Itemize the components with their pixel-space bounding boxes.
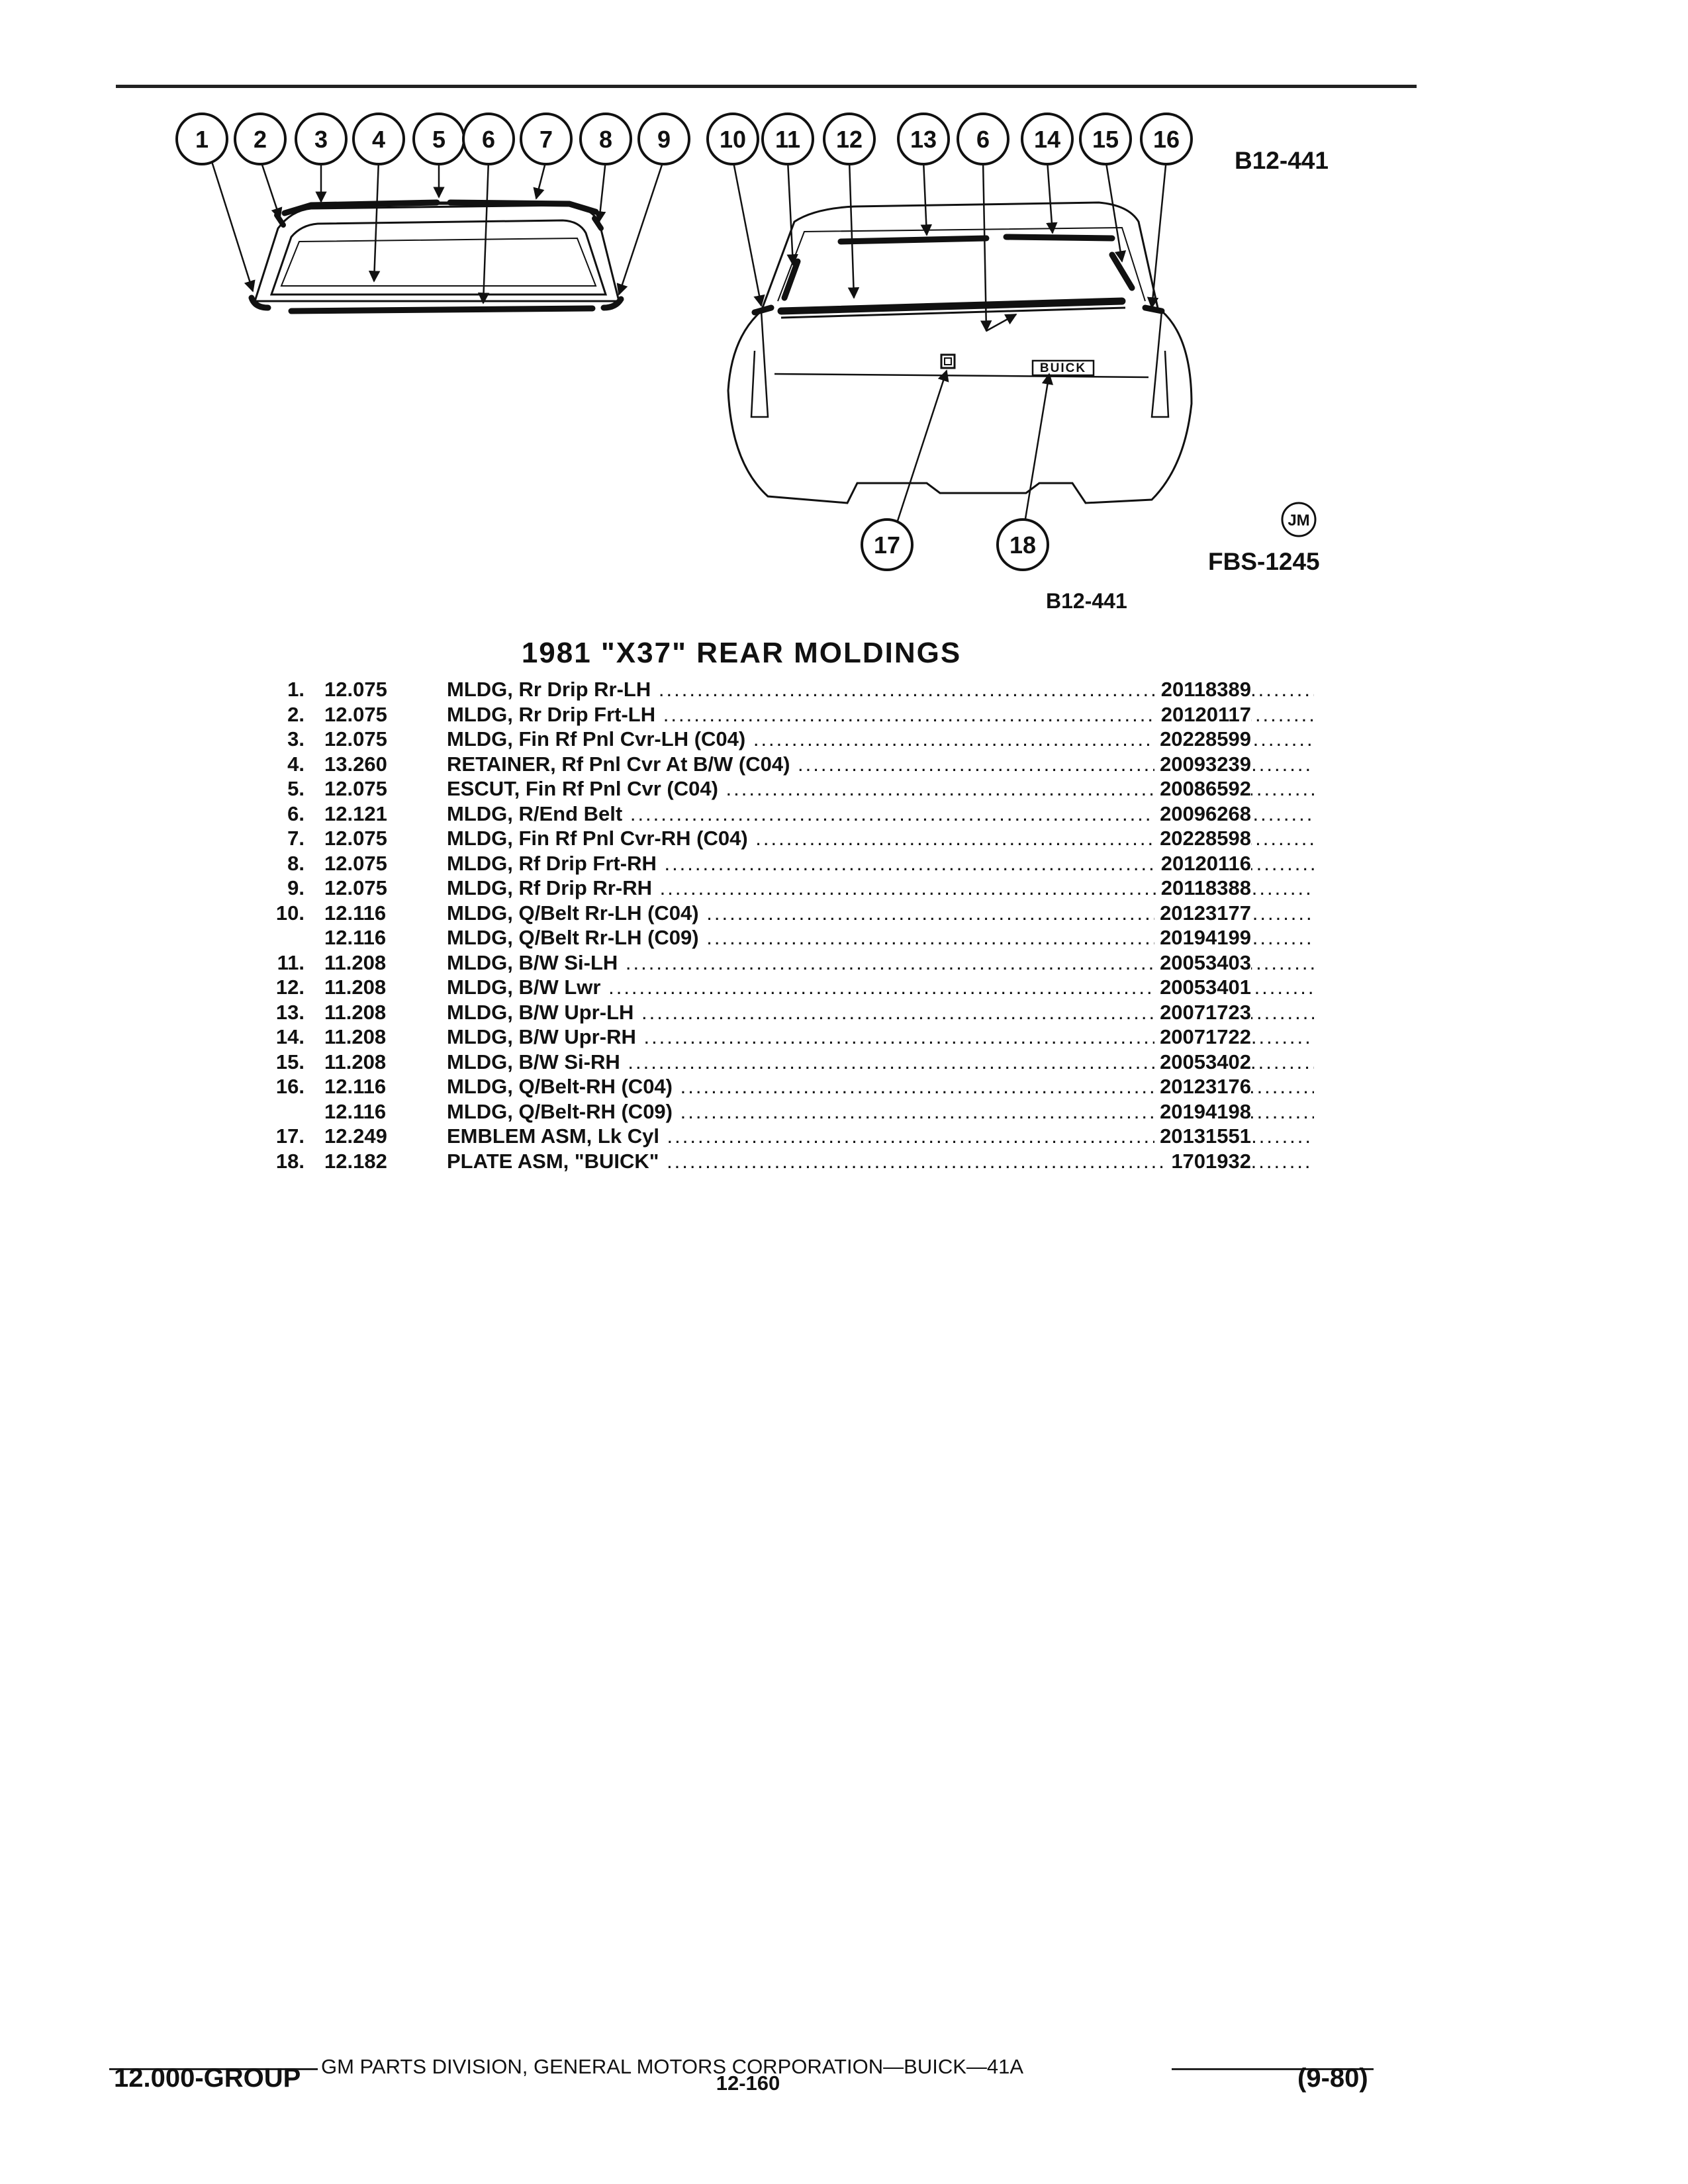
- part-group-number: 12.182: [324, 1149, 387, 1173]
- part-number: 20093239: [1154, 752, 1251, 776]
- page-title: 1981 "X37" REAR MOLDINGS: [521, 637, 962, 669]
- part-item-number: 3.: [287, 727, 305, 751]
- footer-publisher: GM PARTS DIVISION, GENERAL MOTORS CORPORATION—BUICK—41A: [321, 2055, 1024, 2078]
- part-number: 20071723: [1154, 1001, 1251, 1024]
- part-item-number: 18.: [275, 1149, 305, 1173]
- callout-number: 14: [1033, 126, 1061, 153]
- callout-number: 15: [1092, 126, 1119, 153]
- part-row: [258, 678, 1251, 703]
- part-description: MLDG, Q/Belt Rr-LH (C04) .....: [447, 901, 1314, 925]
- callout-number: 4: [371, 126, 386, 153]
- part-number: 20131551: [1154, 1124, 1251, 1148]
- part-item-number: 2.: [287, 702, 305, 726]
- part-row: [258, 1025, 1251, 1050]
- part-description: MLDG, Rf Drip Frt-RH .....: [447, 852, 1314, 876]
- callout: [353, 114, 404, 164]
- part-group-number: 11.208: [324, 1000, 387, 1024]
- part-number: 20118389: [1156, 678, 1251, 702]
- part-description: MLDG, R/End Belt .....: [447, 802, 1314, 826]
- part-row: [258, 752, 1251, 778]
- part-number: 20120117: [1156, 703, 1251, 727]
- part-description: MLDG, Q/Belt-RH (C04) .....: [447, 1075, 1314, 1099]
- part-item-number: 10.: [275, 901, 305, 925]
- callout: [1022, 114, 1072, 164]
- footer-date: (9-80): [1297, 2064, 1368, 2093]
- part-item-number: 9.: [287, 876, 305, 899]
- part-group-number: 12.121: [324, 801, 387, 825]
- callout: [898, 114, 949, 164]
- parts-diagram: [0, 0, 1688, 629]
- part-description: MLDG, Q/Belt-RH (C09) .....: [447, 1100, 1314, 1124]
- callout: [824, 114, 874, 164]
- footer-page-number: 12-160: [716, 2071, 780, 2095]
- part-row: [258, 827, 1251, 852]
- part-number: 20194199: [1154, 926, 1251, 950]
- trunk-lettering: BUICK: [1039, 361, 1087, 375]
- jm-stamp-text: JM: [1288, 512, 1310, 529]
- part-item-number: 13.: [275, 1000, 305, 1024]
- part-description: EMBLEM ASM, Lk Cyl .....: [447, 1124, 1314, 1148]
- callout: [763, 114, 813, 164]
- callout-number: 11: [774, 126, 801, 153]
- rear-window-view: [252, 203, 621, 311]
- part-number: 20086592: [1154, 777, 1251, 801]
- part-row: [258, 976, 1251, 1001]
- part-group-number: 12.075: [324, 702, 387, 726]
- rear-car-view: [728, 203, 1192, 503]
- part-number: 20053402: [1154, 1050, 1251, 1074]
- callout-number: 13: [910, 126, 937, 153]
- callout-number: 16: [1152, 126, 1180, 153]
- callout: [1080, 114, 1131, 164]
- part-number: 20118388: [1156, 876, 1251, 900]
- part-description: MLDG, Fin Rf Pnl Cvr-LH (C04) .....: [447, 727, 1314, 751]
- part-description: MLDG, Rr Drip Rr-LH .....: [447, 678, 1314, 702]
- callout: [296, 114, 346, 164]
- part-group-number: 12.075: [324, 678, 387, 701]
- callout: [958, 114, 1008, 164]
- part-item-number: 1.: [287, 678, 305, 701]
- callout: [463, 114, 514, 164]
- part-row: [258, 926, 1251, 951]
- fbs-code: FBS-1245: [1208, 548, 1320, 575]
- part-item-number: 16.: [275, 1075, 305, 1098]
- part-number: 1701932: [1166, 1150, 1251, 1173]
- part-group-number: 12.116: [324, 901, 387, 925]
- part-group-number: 11.208: [324, 950, 387, 974]
- part-description: PLATE ASM, "BUICK" .....: [447, 1150, 1314, 1173]
- part-row: [258, 1100, 1251, 1125]
- part-number: 20228599: [1154, 727, 1251, 751]
- part-item-number: 7.: [287, 827, 305, 850]
- callout-circles: [177, 114, 1192, 570]
- callout: [521, 114, 571, 164]
- part-row: [258, 852, 1251, 877]
- part-row: [258, 901, 1251, 927]
- part-number: 20228598: [1154, 827, 1251, 850]
- figure-code-bottom: B12-441: [1046, 589, 1127, 613]
- part-row: [258, 1001, 1251, 1026]
- callout-number: 6: [481, 126, 496, 153]
- part-group-number: 11.208: [324, 1025, 387, 1048]
- callout-number: 1: [195, 126, 209, 153]
- part-row: [258, 1050, 1251, 1075]
- callout-number: 3: [314, 126, 328, 153]
- callout-number: 18: [1009, 531, 1037, 559]
- part-number: 20096268: [1154, 802, 1251, 826]
- callout-number: 7: [539, 126, 553, 153]
- part-description: MLDG, B/W Si-RH .....: [447, 1050, 1314, 1074]
- callout-number: 6: [976, 126, 990, 153]
- callout-number: 17: [873, 531, 901, 559]
- parts-list: [258, 678, 1251, 1174]
- callout-number: 9: [657, 126, 671, 153]
- part-row: [258, 727, 1251, 752]
- part-item-number: 15.: [275, 1050, 305, 1073]
- part-item-number: 17.: [275, 1124, 305, 1148]
- part-description: MLDG, Q/Belt Rr-LH (C09) .....: [447, 926, 1314, 950]
- part-group-number: 13.260: [324, 752, 387, 776]
- part-description: MLDG, B/W Lwr .....: [447, 976, 1314, 999]
- part-row: [258, 1124, 1251, 1150]
- part-group-number: 11.208: [324, 976, 387, 999]
- part-group-number: 12.116: [324, 926, 387, 949]
- callout-number: 5: [432, 126, 446, 153]
- part-row: [258, 1075, 1251, 1100]
- callout: [235, 114, 285, 164]
- part-number: 20123176: [1154, 1075, 1251, 1099]
- part-description: MLDG, B/W Si-LH .....: [447, 951, 1314, 975]
- part-description: MLDG, Rr Drip Frt-LH .....: [447, 703, 1314, 727]
- callout: [639, 114, 689, 164]
- callout-number: 2: [253, 126, 267, 153]
- part-item-number: 4.: [287, 752, 305, 776]
- callout: [862, 520, 912, 570]
- part-item-number: 11.: [277, 950, 305, 974]
- part-group-number: 12.075: [324, 876, 387, 899]
- callout: [998, 520, 1048, 570]
- part-group-number: 12.249: [324, 1124, 387, 1148]
- part-description: MLDG, Fin Rf Pnl Cvr-RH (C04) .....: [447, 827, 1314, 850]
- part-number: 20053403: [1154, 951, 1251, 975]
- part-group-number: 12.075: [324, 827, 387, 850]
- part-row: [258, 802, 1251, 827]
- part-item-number: 14.: [275, 1025, 305, 1048]
- part-item-number: 12.: [275, 976, 305, 999]
- part-group-number: 12.075: [324, 727, 387, 751]
- callout-number: 8: [598, 126, 613, 153]
- part-group-number: 12.116: [324, 1075, 387, 1098]
- part-group-number: 12.075: [324, 777, 387, 800]
- figure-code-top: B12-441: [1235, 147, 1329, 174]
- diagram-illustration: [0, 0, 1688, 629]
- part-number: 20053401: [1154, 976, 1251, 999]
- part-number: 20123177: [1154, 901, 1251, 925]
- callout: [177, 114, 227, 164]
- part-row: [258, 1150, 1251, 1175]
- part-number: 20194198: [1154, 1100, 1251, 1124]
- part-group-number: 12.075: [324, 851, 387, 875]
- leader-lines: [211, 158, 1166, 523]
- part-item-number: 6.: [287, 801, 305, 825]
- part-row: [258, 951, 1251, 976]
- part-row: [258, 777, 1251, 802]
- part-row: [258, 876, 1251, 901]
- part-description: ESCUT, Fin Rf Pnl Cvr (C04) .....: [447, 777, 1314, 801]
- callout: [414, 114, 464, 164]
- part-description: RETAINER, Rf Pnl Cvr At B/W (C04) .....: [447, 752, 1314, 776]
- callout: [1141, 114, 1192, 164]
- callout: [581, 114, 631, 164]
- part-group-number: 12.116: [324, 1099, 387, 1123]
- part-description: MLDG, B/W Upr-RH .....: [447, 1025, 1314, 1049]
- part-description: MLDG, Rf Drip Rr-RH .....: [447, 876, 1314, 900]
- part-description: MLDG, B/W Upr-LH .....: [447, 1001, 1314, 1024]
- part-item-number: 5.: [287, 777, 305, 800]
- part-group-number: 11.208: [324, 1050, 387, 1073]
- callout: [708, 114, 758, 164]
- callout-number: 12: [835, 126, 863, 153]
- part-number: 20120116: [1156, 852, 1251, 876]
- part-item-number: 8.: [287, 851, 305, 875]
- footer-group-label: 12.000-GROUP: [114, 2064, 301, 2093]
- part-number: 20071722: [1154, 1025, 1251, 1049]
- part-row: [258, 703, 1251, 728]
- callout-number: 10: [719, 126, 747, 153]
